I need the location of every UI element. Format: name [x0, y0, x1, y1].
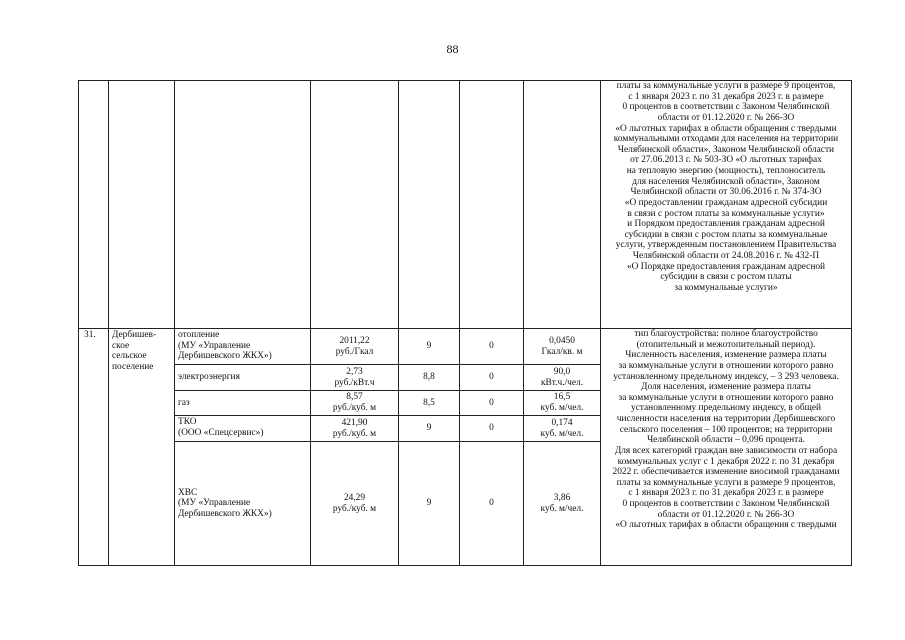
table-row	[79, 329, 852, 365]
service-name: отопление (МУ «Управление Дербишевского ЖКХ»)	[175, 329, 311, 365]
tariff-cell: 2011,22 руб./Гкал	[311, 329, 399, 365]
service-name: электроэнергия	[175, 365, 311, 391]
empty-cell	[311, 81, 399, 329]
service-name: газ	[175, 391, 311, 416]
volume-cell: 3,86 куб. м/чел.	[524, 442, 601, 566]
empty-cell	[109, 81, 175, 329]
zero-cell: 0	[460, 329, 524, 365]
tariff-table	[78, 80, 852, 566]
zero-cell: 0	[460, 442, 524, 566]
service-name: ТКО (ООО «Спецсервис»)	[175, 416, 311, 442]
tariff-cell: 2,73 руб./кВт.ч	[311, 365, 399, 391]
row-number: 31.	[79, 329, 109, 566]
zero-cell: 0	[460, 365, 524, 391]
volume-cell: 0,0450 Гкал/кв. м	[524, 329, 601, 365]
service-name: ХВС (МУ «Управление Дербишевского ЖКХ»)	[175, 442, 311, 566]
tariff-cell: 8,57 руб./куб. м	[311, 391, 399, 416]
continuation-row	[79, 81, 852, 329]
increase-cell: 9	[399, 416, 460, 442]
page-number: 88	[446, 42, 459, 56]
empty-cell	[460, 81, 524, 329]
tariff-cell: 24,29 руб./куб. м	[311, 442, 399, 566]
volume-cell: 90,0 кВт.ч./чел.	[524, 365, 601, 391]
increase-cell: 9	[399, 442, 460, 566]
settlement-name: Дербишев- ское сельское поселение	[109, 329, 175, 566]
empty-cell	[399, 81, 460, 329]
zero-cell: 0	[460, 391, 524, 416]
empty-cell	[79, 81, 109, 329]
description-text: тип благоустройства: полное благоустройство (отопительный и межотопительный период). Численность населения, изменение размера платы за коммунальные услуги в отношении которого равно установленному предельному индексу, – 3 293 человека. Доля населения, изменение размера платы за коммунальные услуги в отношении которого равно установленному предельному индексу, в общей численности населения на территории Дербишевского сельского поселения – 100 процентов; на территории Челябинской области – 0,096 процента. Для всех категорий граждан вне зависимости от набора коммунальных услуг с 1 декабря 2022 г. по 31 декабря 2022 г. обеспечивается изменение вносимой гражданами платы за коммунальные услуги в размере 9 процентов, с 1 января 2023 г. по 31 декабря 2023 г. в размере 0 процентов в соответствии с Законом Челябинской области от 01.12.2020 г. № 266-ЗО «О льготных тарифах в области обращения с твердыми	[601, 329, 852, 566]
volume-cell: 16,5 куб. м/чел.	[524, 391, 601, 416]
volume-cell: 0,174 куб. м/чел.	[524, 416, 601, 442]
zero-cell: 0	[460, 416, 524, 442]
tariff-cell: 421,90 руб./куб. м	[311, 416, 399, 442]
empty-cell	[175, 81, 311, 329]
increase-cell: 8,5	[399, 391, 460, 416]
increase-cell: 8,8	[399, 365, 460, 391]
increase-cell: 9	[399, 329, 460, 365]
empty-cell	[524, 81, 601, 329]
continuation-text: платы за коммунальные услуги в размере 9 процентов, с 1 января 2023 г. по 31 декабря 2023 г. в размере 0 процентов в соответствии с Законом Челябинской области от 01.12.2020 г. № 266-ЗО «О льготных тарифах в области обращения с твердыми коммунальными отходами для населения на территории Челябинской области», Законом Челябинской области от 27.06.2013 г. № 503-ЗО «О льготных тарифах на тепловую энергию (мощность), теплоноситель для населения Челябинской области», Законом Челябинской области от 30.06.2016 г. № 374-ЗО «О предоставлении гражданам адресной субсидии в связи с ростом платы за коммунальные услуги» и Порядком предоставления гражданам адресной субсидии в связи с ростом платы за коммунальные услуги, утвержденным постановлением Правительства Челябинской области от 24.08.2016 г. № 432-П «О Порядке предоставления гражданам адресной субсидии в связи с ростом платы за коммунальные услуги»	[601, 81, 852, 329]
